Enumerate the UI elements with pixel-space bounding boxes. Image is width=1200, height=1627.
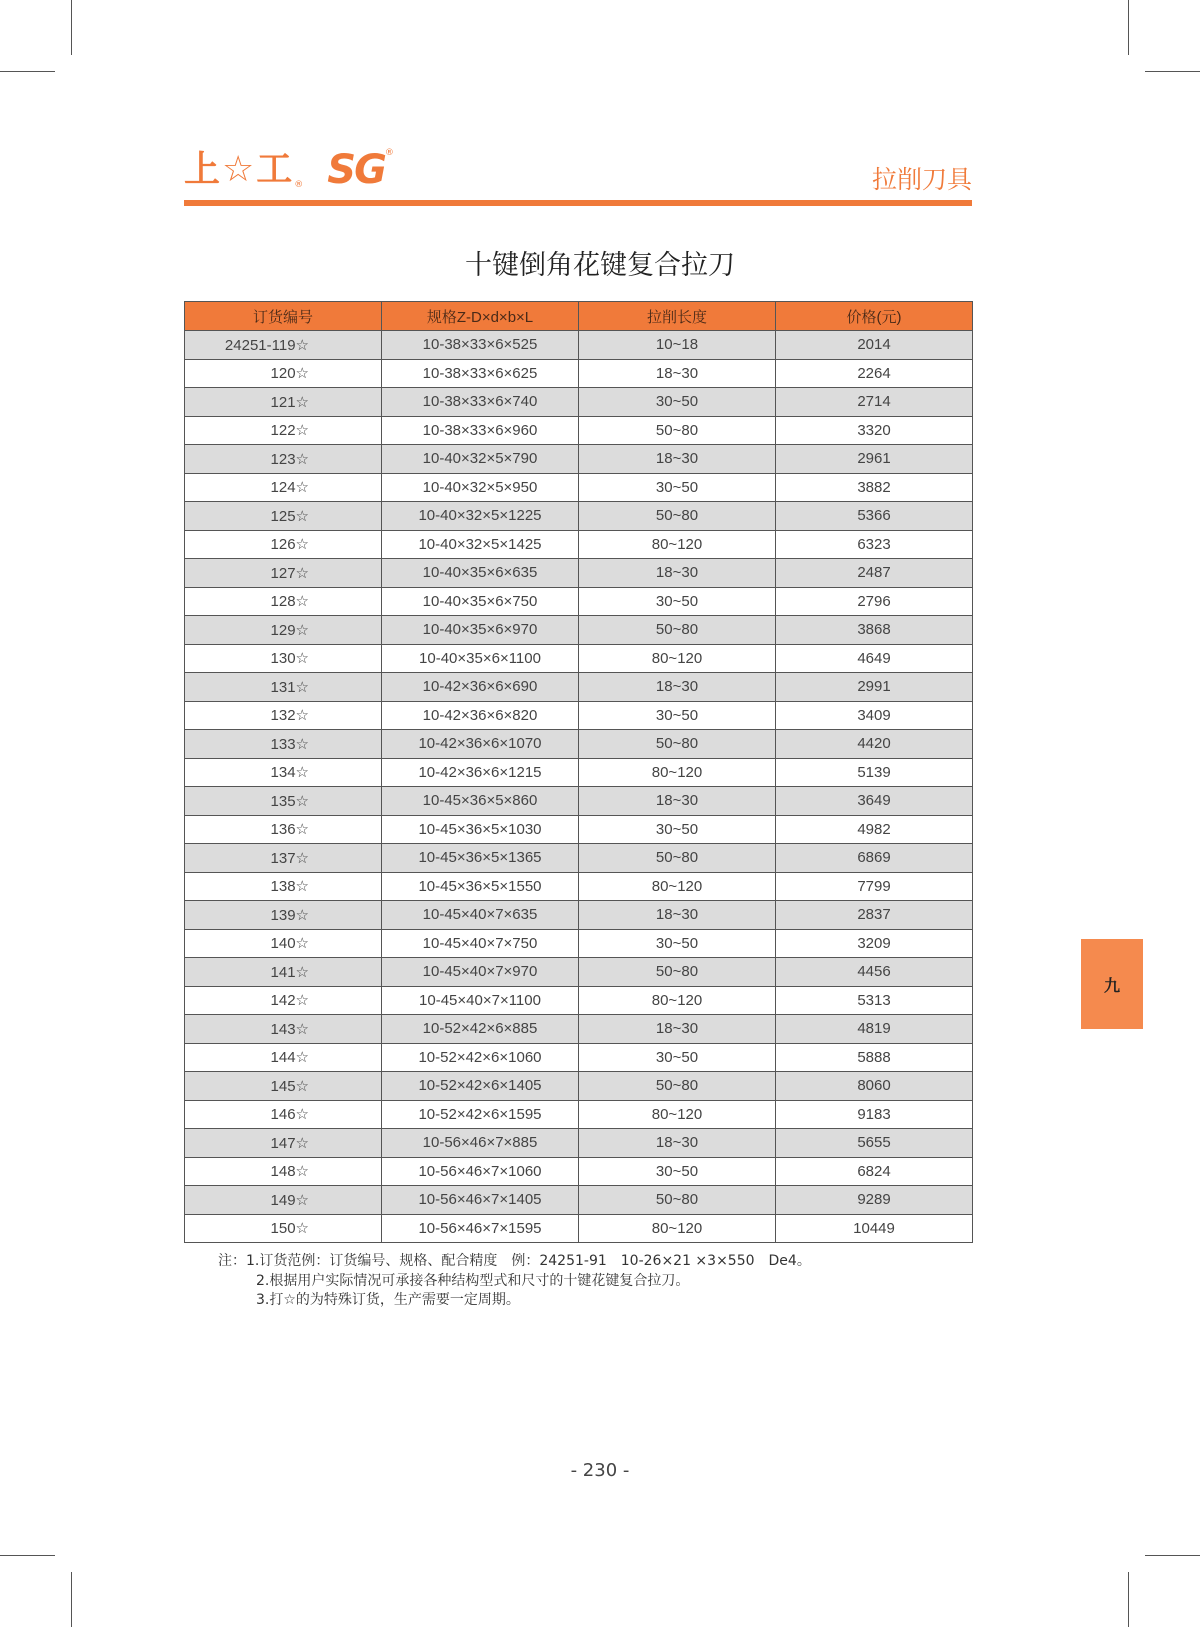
table-row	[185, 616, 973, 645]
price: 5655	[776, 1129, 973, 1158]
price: 10449	[776, 1214, 973, 1243]
specification: 10-45×40×7×970	[382, 958, 579, 987]
price: 5888	[776, 1043, 973, 1072]
specification: 10-40×35×6×750	[382, 587, 579, 616]
specification: 10-40×32×5×1425	[382, 530, 579, 559]
specification: 10-40×32×5×790	[382, 445, 579, 474]
order-number: 142☆	[185, 986, 382, 1015]
crop-mark	[1145, 1555, 1200, 1556]
price: 3882	[776, 473, 973, 502]
price: 8060	[776, 1072, 973, 1101]
specification: 10-40×32×5×1225	[382, 502, 579, 531]
logo-sg: SG	[327, 147, 385, 193]
price: 4819	[776, 1015, 973, 1044]
price: 2487	[776, 559, 973, 588]
order-number: 143☆	[185, 1015, 382, 1044]
crop-mark	[1128, 1572, 1129, 1627]
broaching-length: 30~50	[579, 473, 776, 502]
specification: 10-40×35×6×970	[382, 616, 579, 645]
broaching-length: 50~80	[579, 730, 776, 759]
specification: 10-38×33×6×960	[382, 416, 579, 445]
column-header: 价格(元)	[776, 302, 973, 331]
page-title: 十键倒角花键复合拉刀	[465, 250, 735, 281]
broaching-length: 80~120	[579, 872, 776, 901]
order-number: 130☆	[185, 644, 382, 673]
table-row	[185, 473, 973, 502]
broaching-length: 80~120	[579, 1100, 776, 1129]
price: 2014	[776, 331, 973, 360]
table-row	[185, 388, 973, 417]
table-row	[185, 958, 973, 987]
order-number: 147☆	[185, 1129, 382, 1158]
specification: 10-42×36×6×820	[382, 701, 579, 730]
notes	[218, 1252, 811, 1311]
note: 注：1.订货范例：订货编号、规格、配合精度 例：24251-91 10-26×21 ×3×550 De4。	[218, 1253, 811, 1269]
table-row	[185, 530, 973, 559]
specification: 10-56×46×7×1060	[382, 1157, 579, 1186]
table-header	[185, 302, 973, 331]
column-header: 拉削长度	[579, 302, 776, 331]
order-number: 140☆	[185, 929, 382, 958]
specification: 10-52×42×6×1595	[382, 1100, 579, 1129]
specification: 10-40×35×6×635	[382, 559, 579, 588]
column-header: 订货编号	[185, 302, 382, 331]
price: 6824	[776, 1157, 973, 1186]
order-number: 148☆	[185, 1157, 382, 1186]
crop-mark	[1128, 0, 1129, 55]
broaching-length: 80~120	[579, 986, 776, 1015]
broaching-length: 50~80	[579, 616, 776, 645]
order-number: 135☆	[185, 787, 382, 816]
specification: 10-52×42×6×1405	[382, 1072, 579, 1101]
table-row	[185, 758, 973, 787]
order-number: 133☆	[185, 730, 382, 759]
order-number: 144☆	[185, 1043, 382, 1072]
broaching-length: 30~50	[579, 1043, 776, 1072]
table-row	[185, 986, 973, 1015]
specification: 10-45×36×5×1550	[382, 872, 579, 901]
order-number: 146☆	[185, 1100, 382, 1129]
table-row	[185, 1015, 973, 1044]
price: 2837	[776, 901, 973, 930]
broaching-length: 80~120	[579, 1214, 776, 1243]
crop-mark	[0, 1555, 55, 1556]
broaching-length: 18~30	[579, 445, 776, 474]
table-row	[185, 1129, 973, 1158]
registered-mark: ®	[294, 180, 304, 190]
specification: 10-52×42×6×885	[382, 1015, 579, 1044]
crop-mark	[71, 0, 72, 55]
price: 5313	[776, 986, 973, 1015]
price: 7799	[776, 872, 973, 901]
order-number: 149☆	[185, 1186, 382, 1215]
table-row	[185, 787, 973, 816]
broaching-length: 30~50	[579, 701, 776, 730]
order-number: 132☆	[185, 701, 382, 730]
table-row	[185, 730, 973, 759]
price: 5366	[776, 502, 973, 531]
order-number: 125☆	[185, 502, 382, 531]
order-number: 129☆	[185, 616, 382, 645]
broaching-length: 50~80	[579, 416, 776, 445]
table-row	[185, 1214, 973, 1243]
price: 4982	[776, 815, 973, 844]
table-row	[185, 502, 973, 531]
order-number: 138☆	[185, 872, 382, 901]
specification: 10-56×46×7×1405	[382, 1186, 579, 1215]
price: 2714	[776, 388, 973, 417]
note: 3.打☆的为特殊订货，生产需要一定周期。	[256, 1292, 520, 1308]
order-number: 145☆	[185, 1072, 382, 1101]
broaching-length: 50~80	[579, 958, 776, 987]
order-number: 123☆	[185, 445, 382, 474]
specification: 10-45×40×7×1100	[382, 986, 579, 1015]
header-rule	[184, 200, 972, 206]
table-row	[185, 1186, 973, 1215]
broaching-length: 18~30	[579, 1015, 776, 1044]
order-number: 134☆	[185, 758, 382, 787]
crop-mark	[1145, 71, 1200, 72]
order-number: 121☆	[185, 388, 382, 417]
broaching-length: 30~50	[579, 587, 776, 616]
price: 9289	[776, 1186, 973, 1215]
specification: 10-38×33×6×525	[382, 331, 579, 360]
price: 4456	[776, 958, 973, 987]
specification: 10-45×36×5×1030	[382, 815, 579, 844]
broaching-length: 50~80	[579, 1186, 776, 1215]
order-number: 131☆	[185, 673, 382, 702]
specification: 10-45×36×5×860	[382, 787, 579, 816]
crop-mark	[0, 71, 55, 72]
logo-chinese: 上☆工	[184, 149, 295, 190]
order-number: 137☆	[185, 844, 382, 873]
specification: 10-56×46×7×885	[382, 1129, 579, 1158]
price: 3868	[776, 616, 973, 645]
specification: 10-45×36×5×1365	[382, 844, 579, 873]
broaching-length: 18~30	[579, 901, 776, 930]
table-row	[185, 445, 973, 474]
crop-mark	[71, 1572, 72, 1627]
order-number: 136☆	[185, 815, 382, 844]
order-number: 120☆	[185, 359, 382, 388]
price: 2991	[776, 673, 973, 702]
broaching-length: 80~120	[579, 644, 776, 673]
specification: 10-40×32×5×950	[382, 473, 579, 502]
order-number: 127☆	[185, 559, 382, 588]
specification: 10-42×36×6×1215	[382, 758, 579, 787]
order-number: 141☆	[185, 958, 382, 987]
price: 3649	[776, 787, 973, 816]
price: 2264	[776, 359, 973, 388]
specification: 10-45×40×7×750	[382, 929, 579, 958]
price: 3320	[776, 416, 973, 445]
table-row	[185, 1100, 973, 1129]
broaching-length: 18~30	[579, 359, 776, 388]
table-row	[185, 1157, 973, 1186]
table-row	[185, 416, 973, 445]
price: 4649	[776, 644, 973, 673]
price: 3409	[776, 701, 973, 730]
specification: 10-52×42×6×1060	[382, 1043, 579, 1072]
specification: 10-42×36×6×690	[382, 673, 579, 702]
broaching-length: 30~50	[579, 388, 776, 417]
table-row	[185, 1043, 973, 1072]
table-row	[185, 815, 973, 844]
table-row	[185, 1072, 973, 1101]
table-row	[185, 872, 973, 901]
order-number: 124☆	[185, 473, 382, 502]
table-row	[185, 929, 973, 958]
price: 2796	[776, 587, 973, 616]
product-table	[184, 301, 973, 1243]
table-row	[185, 359, 973, 388]
specification: 10-45×40×7×635	[382, 901, 579, 930]
order-number: 128☆	[185, 587, 382, 616]
price: 6323	[776, 530, 973, 559]
order-number: 122☆	[185, 416, 382, 445]
price: 3209	[776, 929, 973, 958]
price: 2961	[776, 445, 973, 474]
broaching-length: 80~120	[579, 758, 776, 787]
price: 5139	[776, 758, 973, 787]
order-number: 126☆	[185, 530, 382, 559]
specification: 10-38×33×6×625	[382, 359, 579, 388]
brand-logo	[184, 147, 394, 193]
table-row	[185, 844, 973, 873]
note: 2.根据用户实际情况可承接各种结构型式和尺寸的十键花键复合拉刀。	[256, 1272, 690, 1289]
table-row	[185, 673, 973, 702]
specification: 10-40×35×6×1100	[382, 644, 579, 673]
price: 4420	[776, 730, 973, 759]
column-header: 规格Z-D×d×b×L	[382, 302, 579, 331]
order-number: 139☆	[185, 901, 382, 930]
price: 9183	[776, 1100, 973, 1129]
registered-mark: ®	[384, 148, 394, 158]
table-row	[185, 331, 973, 360]
broaching-length: 18~30	[579, 1129, 776, 1158]
broaching-length: 80~120	[579, 530, 776, 559]
broaching-length: 18~30	[579, 559, 776, 588]
broaching-length: 30~50	[579, 815, 776, 844]
table-row	[185, 559, 973, 588]
broaching-length: 50~80	[579, 844, 776, 873]
section-title: 拉削刀具	[871, 165, 972, 194]
table-row	[185, 701, 973, 730]
table-row	[185, 901, 973, 930]
order-number: 24251-119☆	[185, 331, 382, 360]
table-row	[185, 644, 973, 673]
order-number: 150☆	[185, 1214, 382, 1243]
broaching-length: 18~30	[579, 787, 776, 816]
table-row	[185, 587, 973, 616]
broaching-length: 30~50	[579, 929, 776, 958]
specification: 10-56×46×7×1595	[382, 1214, 579, 1243]
page-number: - 230 -	[570, 1460, 630, 1481]
specification: 10-38×33×6×740	[382, 388, 579, 417]
broaching-length: 18~30	[579, 673, 776, 702]
broaching-length: 30~50	[579, 1157, 776, 1186]
broaching-length: 10~18	[579, 331, 776, 360]
broaching-length: 50~80	[579, 502, 776, 531]
broaching-length: 50~80	[579, 1072, 776, 1101]
specification: 10-42×36×6×1070	[382, 730, 579, 759]
price: 6869	[776, 844, 973, 873]
chapter-tab: 九	[1081, 939, 1143, 1029]
